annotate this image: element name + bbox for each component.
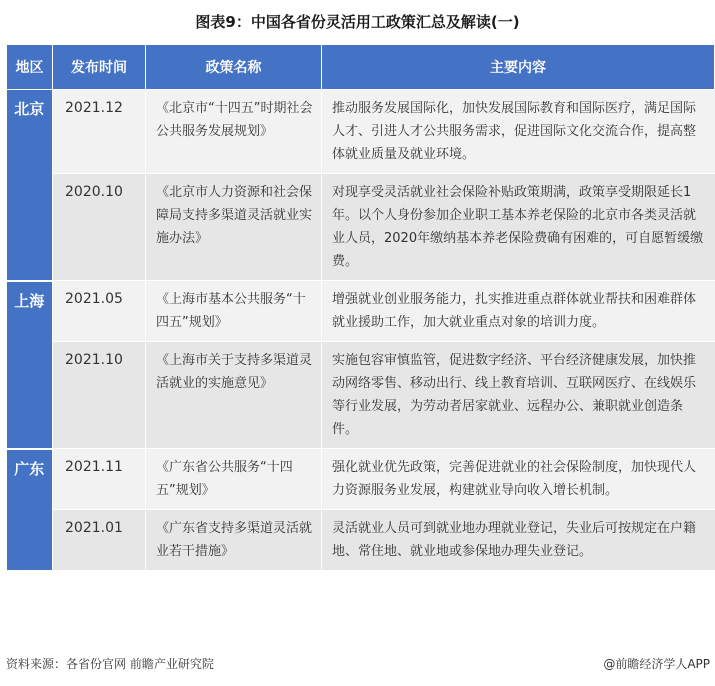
policy-table xyxy=(6,44,715,572)
figure-title: 图表9：中国各省份灵活用工政策汇总及解读(一) xyxy=(195,13,520,31)
content-cell: 实施包容审慎监管，促进数字经济、平台经济健康发展，加快推动网络零售、移动出行、线上教育培训、互联网医疗、在线娱乐等行业发展，为劳动者居家就业、远程办公、兼职就业创造条件。 xyxy=(322,342,715,449)
policy-name-cell: 《上海市基本公共服务“十四五”规划》 xyxy=(146,281,322,342)
table-row xyxy=(7,174,715,281)
date-cell: 2021.10 xyxy=(53,342,146,449)
policy-name-cell: 《广东省公共服务“十四五”规划》 xyxy=(146,449,322,510)
region-cell: 上海 xyxy=(7,281,53,449)
content-cell: 强化就业优先政策，完善促进就业的社会保险制度，加快现代人力资源服务业发展，构建就业导向收入增长机制。 xyxy=(322,449,715,510)
table-row xyxy=(7,342,715,449)
date-cell: 2021.05 xyxy=(53,281,146,342)
column-header-date: 发布时间 xyxy=(53,45,146,90)
policy-name-cell: 《上海市关于支持多渠道灵活就业的实施意见》 xyxy=(146,342,322,449)
table-row xyxy=(7,510,715,571)
region-cell: 广东 xyxy=(7,449,53,571)
region-cell: 北京 xyxy=(7,90,53,281)
footer xyxy=(6,655,712,675)
source-note: 资料来源：各省份官网 前瞻产业研究院 xyxy=(6,657,214,671)
content-cell: 对现享受灵活就业社会保险补贴政策期满，政策享受期限延长1年。以个人身份参加企业职工基本养老保险的北京市各类灵活就业人员，2020年缴纳基本养老保险费确有困难的，可自愿暂缓缴费。 xyxy=(322,174,715,281)
column-header-policy: 政策名称 xyxy=(146,45,322,90)
table-row xyxy=(7,90,715,174)
policy-name-cell: 《北京市人力资源和社会保障局支持多渠道灵活就业实施办法》 xyxy=(146,174,322,281)
policy-name-cell: 《广东省支持多渠道灵活就业若干措施》 xyxy=(146,510,322,571)
column-header-region: 地区 xyxy=(7,45,53,90)
date-cell: 2021.01 xyxy=(53,510,146,571)
table-header-row xyxy=(7,45,715,90)
date-cell: 2021.11 xyxy=(53,449,146,510)
brand-credit: @前瞻经济学人APP xyxy=(603,657,710,671)
content-cell: 推动服务发展国际化，加快发展国际教育和国际医疗，满足国际人才、引进人才公共服务需求，促进国际文化交流合作，提高整体就业质量及就业环境。 xyxy=(322,90,715,174)
content-cell: 增强就业创业服务能力，扎实推进重点群体就业帮扶和困难群体就业援助工作，加大就业重点对象的培训力度。 xyxy=(322,281,715,342)
table-row xyxy=(7,449,715,510)
column-header-content: 主要内容 xyxy=(322,45,715,90)
content-cell: 灵活就业人员可到就业地办理就业登记，失业后可按规定在户籍地、常住地、就业地或参保地办理失业登记。 xyxy=(322,510,715,571)
date-cell: 2021.12 xyxy=(53,90,146,174)
date-cell: 2020.10 xyxy=(53,174,146,281)
policy-name-cell: 《北京市“十四五”时期社会公共服务发展规划》 xyxy=(146,90,322,174)
table-row xyxy=(7,281,715,342)
